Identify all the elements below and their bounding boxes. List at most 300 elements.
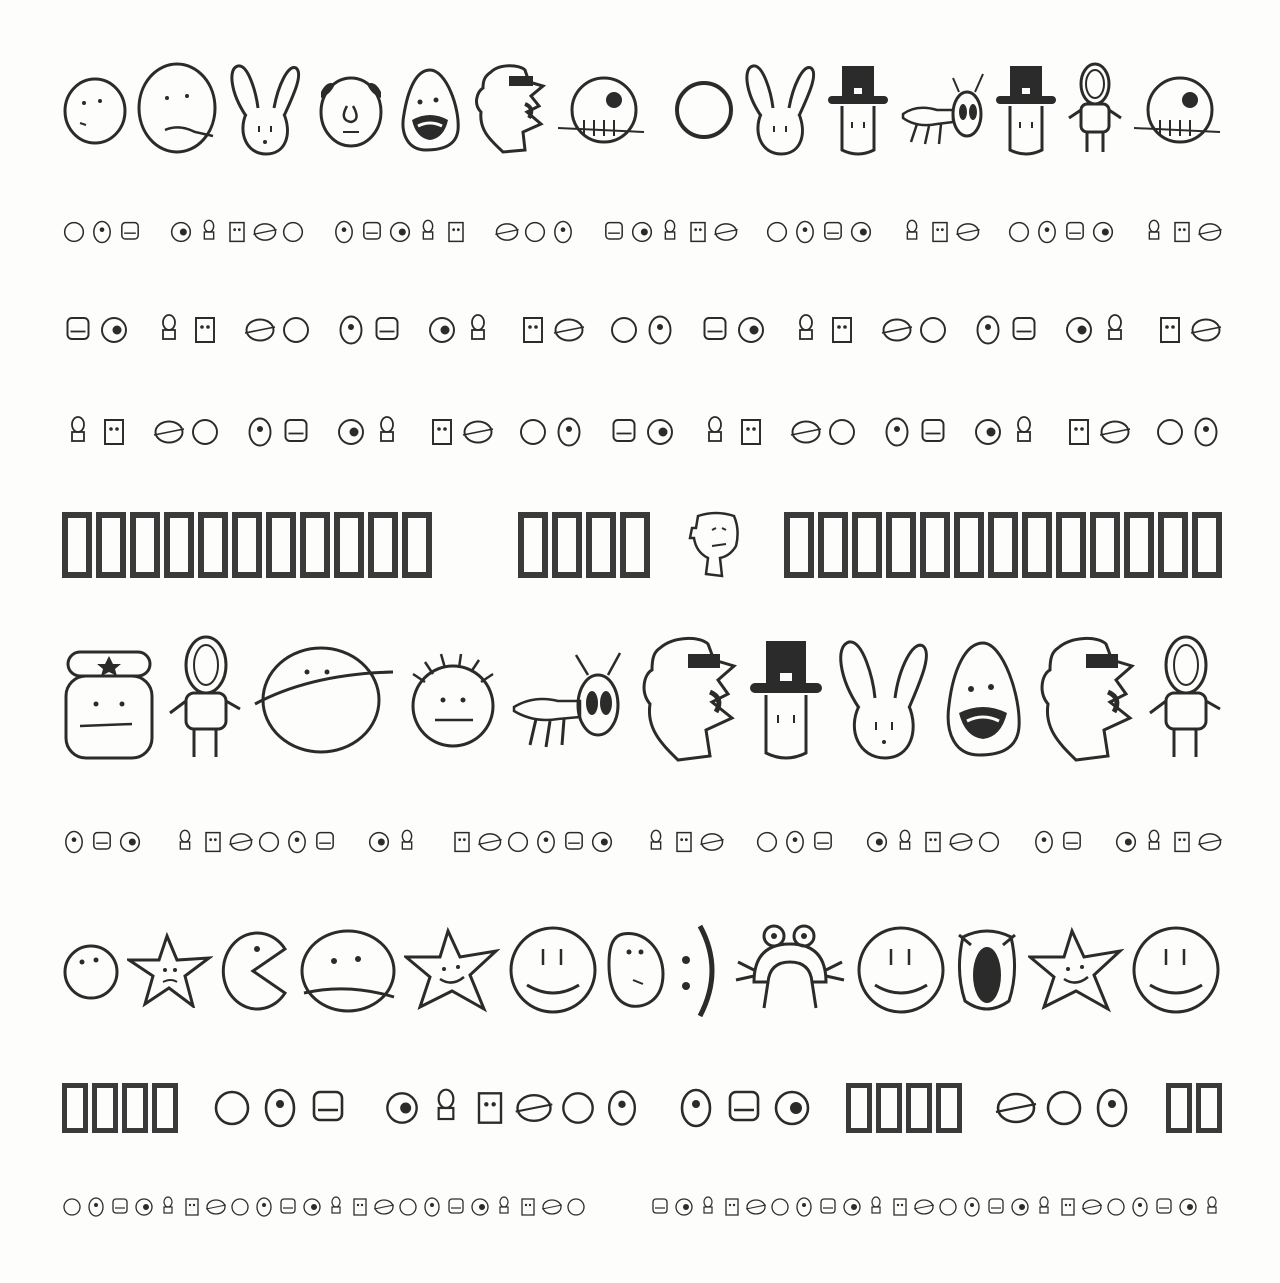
doodle-word: [426, 414, 494, 450]
small-doodle-icon: [1190, 312, 1222, 348]
small-doodle-icon: [173, 828, 197, 856]
small-doodle-icon: [494, 1195, 514, 1219]
small-doodle-icon: [506, 828, 530, 856]
small-doodle-icon: [790, 312, 822, 348]
doodle-word: [450, 828, 614, 856]
doodle-word: [210, 1084, 350, 1132]
missing-glyph-box: [266, 512, 296, 578]
top-hat-man-icon: [748, 637, 824, 763]
small-doodle-icon: [881, 414, 913, 450]
small-doodle-icon: [90, 828, 114, 856]
missing-glyph-box: [130, 512, 160, 578]
missing-glyph-run: [846, 1083, 962, 1133]
small-doodle-icon: [534, 828, 558, 856]
smile-face-icon: [507, 925, 599, 1015]
doodle-word: [699, 414, 767, 450]
missing-glyph-box: [846, 1083, 872, 1133]
small-doodle-icon: [1154, 1195, 1174, 1219]
small-doodle-icon: [672, 828, 696, 856]
small-doodle-icon: [371, 414, 403, 450]
missing-glyph-box: [1158, 512, 1188, 578]
small-doodle-icon: [917, 312, 949, 348]
row-2: [62, 212, 1222, 252]
small-doodle-icon: [206, 1195, 226, 1219]
small-doodle-icon: [517, 312, 549, 348]
doodle-word: [1154, 312, 1222, 348]
doodle-word: [62, 414, 130, 450]
big-nose-man-icon: [634, 634, 738, 766]
small-doodle-icon: [608, 414, 640, 450]
missing-glyph-box: [96, 512, 126, 578]
small-doodle-icon: [1090, 1084, 1134, 1132]
bunny-icon: [741, 62, 819, 158]
small-doodle-icon: [210, 1084, 254, 1132]
astronaut-icon: [1065, 62, 1125, 158]
frog-icon: [732, 922, 848, 1018]
doodle-word: [765, 218, 873, 246]
small-doodle-icon: [426, 312, 458, 348]
missing-glyph-box: [1124, 512, 1154, 578]
doodle-word: [1154, 414, 1222, 450]
doodle-word: [62, 218, 142, 246]
missing-glyph-box: [1090, 512, 1120, 578]
missing-glyph-run: [62, 512, 432, 578]
small-doodle-icon: [826, 312, 858, 348]
doodle-word: [62, 312, 130, 348]
blank-circle-icon: [674, 78, 734, 142]
big-nose-man-icon: [469, 62, 549, 158]
small-doodle-icon: [994, 1084, 1038, 1132]
small-doodle-icon: [1190, 414, 1222, 450]
small-doodle-icon: [257, 828, 281, 856]
small-doodle-icon: [426, 1086, 466, 1130]
small-doodle-icon: [371, 312, 403, 348]
doodle-word: [335, 414, 403, 450]
smile-face-icon: [855, 925, 947, 1015]
doodle-word: [972, 414, 1040, 450]
small-doodle-icon: [765, 218, 789, 246]
top-hat-man-icon: [826, 62, 890, 158]
top-hat-man-icon: [994, 62, 1058, 158]
missing-glyph-box: [198, 512, 228, 578]
row-10: [62, 1190, 1222, 1224]
small-doodle-icon: [62, 218, 86, 246]
doodle-word: [517, 312, 585, 348]
small-doodle-icon: [398, 1195, 418, 1219]
doodle-word: [790, 414, 858, 450]
small-doodle-icon: [189, 312, 221, 348]
doodle-word: [1142, 218, 1222, 246]
small-doodle-icon: [416, 218, 440, 246]
small-doodle-icon: [169, 218, 193, 246]
row-7: [62, 822, 1222, 862]
missing-glyph-box: [620, 512, 650, 578]
small-doodle-icon: [118, 218, 142, 246]
missing-glyph-box: [518, 512, 548, 578]
doodle-word: [169, 218, 305, 246]
row-4: [62, 410, 1222, 454]
missing-glyph-box: [876, 1083, 902, 1133]
doodle-word: [62, 1195, 586, 1219]
row-8: [62, 920, 1222, 1020]
missing-glyph-run: [62, 1083, 178, 1133]
small-doodle-icon: [1142, 828, 1166, 856]
doodle-word: [153, 414, 221, 450]
small-doodle-icon: [1035, 218, 1059, 246]
small-doodle-icon: [278, 1195, 298, 1219]
small-doodle-icon: [977, 828, 1001, 856]
missing-glyph-box: [936, 1083, 962, 1133]
missing-glyph-box: [954, 512, 984, 578]
missing-glyph-box: [164, 512, 194, 578]
small-doodle-icon: [444, 218, 468, 246]
small-doodle-icon: [1130, 1195, 1150, 1219]
small-doodle-icon: [893, 828, 917, 856]
small-doodle-icon: [197, 218, 221, 246]
small-doodle-icon: [1082, 1195, 1102, 1219]
small-doodle-icon: [630, 218, 654, 246]
small-doodle-icon: [254, 1195, 274, 1219]
small-doodle-icon: [674, 1084, 718, 1132]
small-doodle-icon: [332, 218, 356, 246]
missing-glyph-box: [1166, 1083, 1192, 1133]
missing-glyph-box: [368, 512, 398, 578]
small-doodle-icon: [658, 218, 682, 246]
small-doodle-icon: [900, 218, 924, 246]
row-9: [62, 1078, 1222, 1138]
row-5: [62, 505, 1222, 585]
small-doodle-icon: [1170, 828, 1194, 856]
small-doodle-icon: [230, 1195, 250, 1219]
doodle-word: [1032, 828, 1084, 856]
small-doodle-icon: [360, 218, 384, 246]
slashed-face-icon: [251, 644, 395, 756]
small-doodle-icon: [350, 1195, 370, 1219]
small-doodle-icon: [153, 312, 185, 348]
frown-face-icon: [135, 62, 219, 158]
small-doodle-icon: [1058, 1195, 1078, 1219]
round-face-icon: [62, 75, 128, 145]
small-doodle-icon: [86, 1195, 106, 1219]
missing-glyph-box: [122, 1083, 148, 1133]
small-doodle-icon: [865, 828, 889, 856]
small-doodle-icon: [1042, 1084, 1086, 1132]
small-doodle-icon: [793, 218, 817, 246]
doodle-word: [244, 414, 312, 450]
doodle-word: [602, 218, 738, 246]
small-doodle-icon: [770, 1084, 814, 1132]
small-doodle-icon: [698, 1195, 718, 1219]
small-doodle-icon: [1008, 414, 1040, 450]
small-doodle-icon: [700, 828, 724, 856]
small-doodle-icon: [514, 1086, 554, 1130]
small-doodle-icon: [650, 1195, 670, 1219]
small-doodle-icon: [335, 312, 367, 348]
small-doodle-icon: [258, 1084, 302, 1132]
astronaut-icon: [166, 635, 242, 765]
small-doodle-icon: [62, 1195, 82, 1219]
small-doodle-icon: [1091, 218, 1115, 246]
missing-glyph-box: [886, 512, 916, 578]
missing-glyph-box: [62, 512, 92, 578]
small-doodle-icon: [755, 828, 779, 856]
small-doodle-icon: [714, 218, 738, 246]
small-doodle-icon: [1154, 414, 1186, 450]
doodle-word: [367, 828, 419, 856]
doodle-word: [244, 312, 312, 348]
small-doodle-icon: [118, 828, 142, 856]
small-doodle-icon: [699, 312, 731, 348]
small-doodle-icon: [1114, 828, 1138, 856]
small-doodle-icon: [98, 414, 130, 450]
small-doodle-icon: [644, 414, 676, 450]
small-doodle-icon: [699, 414, 731, 450]
doodle-word: [153, 312, 221, 348]
astronaut-icon: [1146, 635, 1222, 765]
small-doodle-icon: [446, 1195, 466, 1219]
small-doodle-icon: [517, 414, 549, 450]
pacman-icon: [219, 927, 291, 1013]
frown-face-icon: [298, 927, 398, 1013]
small-doodle-icon: [866, 1195, 886, 1219]
small-doodle-icon: [790, 414, 822, 450]
small-doodle-icon: [523, 218, 547, 246]
small-doodle-icon: [986, 1195, 1006, 1219]
small-doodle-icon: [1154, 312, 1186, 348]
small-doodle-icon: [1106, 1195, 1126, 1219]
small-doodle-icon: [1032, 828, 1056, 856]
small-doodle-icon: [90, 218, 114, 246]
small-doodle-icon: [590, 828, 614, 856]
small-doodle-icon: [1170, 218, 1194, 246]
missing-glyph-box: [300, 512, 330, 578]
screaming-potato-icon: [943, 641, 1023, 759]
small-round-face-icon: [62, 940, 120, 1000]
small-doodle-icon: [553, 414, 585, 450]
small-doodle-icon: [566, 1195, 586, 1219]
small-doodle-icon: [153, 414, 185, 450]
stitched-mouth-face-icon: [1132, 74, 1222, 146]
doodle-word: [495, 218, 575, 246]
small-doodle-icon: [542, 1195, 562, 1219]
missing-glyph-box: [152, 1083, 178, 1133]
small-doodle-icon: [518, 1195, 538, 1219]
small-doodle-icon: [1099, 312, 1131, 348]
doodle-word: [755, 828, 835, 856]
missing-glyph-box: [586, 512, 616, 578]
small-doodle-icon: [302, 1195, 322, 1219]
missing-glyph-box: [402, 512, 432, 578]
small-doodle-icon: [462, 414, 494, 450]
small-doodle-icon: [914, 1195, 934, 1219]
doodle-word: [699, 312, 767, 348]
small-doodle-icon: [849, 218, 873, 246]
small-doodle-icon: [1178, 1195, 1198, 1219]
spiky-hair-face-icon: [405, 652, 501, 748]
small-doodle-icon: [470, 1195, 490, 1219]
row-6: [62, 630, 1222, 770]
small-doodle-icon: [608, 312, 640, 348]
doodle-word: [674, 1084, 814, 1132]
small-doodle-icon: [1063, 312, 1095, 348]
small-doodle-icon: [313, 828, 337, 856]
small-doodle-icon: [62, 414, 94, 450]
small-doodle-icon: [956, 218, 980, 246]
stitched-mouth-face-icon: [556, 74, 646, 146]
small-doodle-icon: [928, 218, 952, 246]
small-doodle-icon: [182, 1195, 202, 1219]
doodle-word: [173, 828, 337, 856]
small-doodle-icon: [134, 1195, 154, 1219]
small-doodle-icon: [1063, 218, 1087, 246]
star-smile-icon: [1028, 927, 1124, 1013]
missing-glyph-run: [1166, 1083, 1222, 1133]
small-doodle-icon: [367, 828, 391, 856]
missing-glyph-box: [906, 1083, 932, 1133]
small-doodle-icon: [225, 218, 249, 246]
small-doodle-icon: [189, 414, 221, 450]
small-doodle-icon: [783, 828, 807, 856]
doodle-word: [1063, 414, 1131, 450]
doodle-word: [62, 828, 142, 856]
small-doodle-icon: [818, 1195, 838, 1219]
small-doodle-icon: [1142, 218, 1166, 246]
missing-glyph-box: [784, 512, 814, 578]
small-doodle-icon: [1198, 218, 1222, 246]
small-doodle-icon: [794, 1195, 814, 1219]
small-doodle-icon: [972, 414, 1004, 450]
small-doodle-icon: [253, 218, 277, 246]
small-doodle-icon: [735, 414, 767, 450]
small-doodle-icon: [158, 1195, 178, 1219]
small-doodle-icon: [98, 312, 130, 348]
missing-glyph-run: [518, 512, 650, 578]
doodle-word: [790, 312, 858, 348]
small-doodle-icon: [281, 218, 305, 246]
doodle-word: [608, 414, 676, 450]
small-doodle-icon: [746, 1195, 766, 1219]
small-doodle-icon: [826, 414, 858, 450]
small-doodle-icon: [1063, 414, 1095, 450]
small-doodle-icon: [280, 414, 312, 450]
small-doodle-icon: [335, 414, 367, 450]
small-doodle-icon: [306, 1084, 350, 1132]
small-doodle-icon: [1034, 1195, 1054, 1219]
bald-man-icon: [311, 72, 391, 148]
small-doodle-icon: [110, 1195, 130, 1219]
doodle-word: [1063, 312, 1131, 348]
missing-glyph-box: [92, 1083, 118, 1133]
screaming-face-icon: [953, 925, 1021, 1015]
missing-glyph-run: [784, 512, 1222, 578]
missing-glyph-box: [988, 512, 1018, 578]
missing-glyph-box: [1196, 1083, 1222, 1133]
small-doodle-icon: [562, 828, 586, 856]
small-doodle-icon: [462, 312, 494, 348]
small-doodle-icon: [644, 312, 676, 348]
doodle-word: [881, 312, 949, 348]
small-doodle-icon: [1099, 414, 1131, 450]
small-doodle-icon: [735, 312, 767, 348]
missing-glyph-box: [920, 512, 950, 578]
doodle-word: [994, 1084, 1134, 1132]
small-doodle-icon: [395, 828, 419, 856]
row-1: [62, 58, 1222, 162]
doodle-word: [1007, 218, 1115, 246]
small-doodle-icon: [244, 414, 276, 450]
bunny-icon: [833, 638, 933, 762]
missing-glyph-box: [1056, 512, 1086, 578]
small-doodle-icon: [602, 1086, 642, 1130]
small-doodle-icon: [686, 218, 710, 246]
small-doodle-icon: [551, 218, 575, 246]
square-head-icon: [686, 510, 748, 580]
small-doodle-icon: [558, 1086, 598, 1130]
ant-icon: [897, 70, 987, 150]
small-doodle-icon: [374, 1195, 394, 1219]
missing-glyph-box: [1022, 512, 1052, 578]
small-doodle-icon: [388, 218, 412, 246]
doodle-word: [881, 414, 949, 450]
small-doodle-icon: [881, 312, 913, 348]
small-doodle-icon: [422, 1195, 442, 1219]
small-doodle-icon: [821, 218, 845, 246]
small-doodle-icon: [722, 1195, 742, 1219]
small-doodle-icon: [890, 1195, 910, 1219]
small-doodle-icon: [811, 828, 835, 856]
small-doodle-icon: [1198, 828, 1222, 856]
small-doodle-icon: [382, 1086, 422, 1130]
small-doodle-icon: [842, 1195, 862, 1219]
missing-glyph-box: [1192, 512, 1222, 578]
small-doodle-icon: [770, 1195, 790, 1219]
small-doodle-icon: [1010, 1195, 1030, 1219]
doodle-word: [865, 828, 1001, 856]
doodle-word: [332, 218, 468, 246]
small-doodle-icon: [1007, 218, 1031, 246]
small-doodle-icon: [229, 828, 253, 856]
small-doodle-icon: [674, 1195, 694, 1219]
small-doodle-icon: [921, 828, 945, 856]
missing-glyph-box: [62, 1083, 88, 1133]
bunny-icon: [226, 62, 304, 158]
row-3: [62, 308, 1222, 352]
small-doodle-icon: [280, 312, 312, 348]
small-doodle-icon: [917, 414, 949, 450]
small-doodle-icon: [938, 1195, 958, 1219]
small-doodle-icon: [326, 1195, 346, 1219]
colon-paren-icon: [676, 920, 726, 1020]
small-doodle-icon: [201, 828, 225, 856]
police-cap-face-icon: [62, 638, 156, 762]
small-doodle-icon: [962, 1195, 982, 1219]
small-doodle-icon: [244, 312, 276, 348]
missing-glyph-box: [334, 512, 364, 578]
doodle-word: [382, 1086, 642, 1130]
star-icon: [127, 932, 213, 1008]
bean-face-icon: [605, 930, 669, 1010]
small-doodle-icon: [478, 828, 502, 856]
doodle-word: [972, 312, 1040, 348]
small-doodle-icon: [1202, 1195, 1222, 1219]
small-doodle-icon: [602, 218, 626, 246]
small-doodle-icon: [470, 1086, 510, 1130]
doodle-word: [426, 312, 494, 348]
small-doodle-icon: [1008, 312, 1040, 348]
doodle-word: [335, 312, 403, 348]
small-doodle-icon: [62, 828, 86, 856]
missing-glyph-box: [552, 512, 582, 578]
